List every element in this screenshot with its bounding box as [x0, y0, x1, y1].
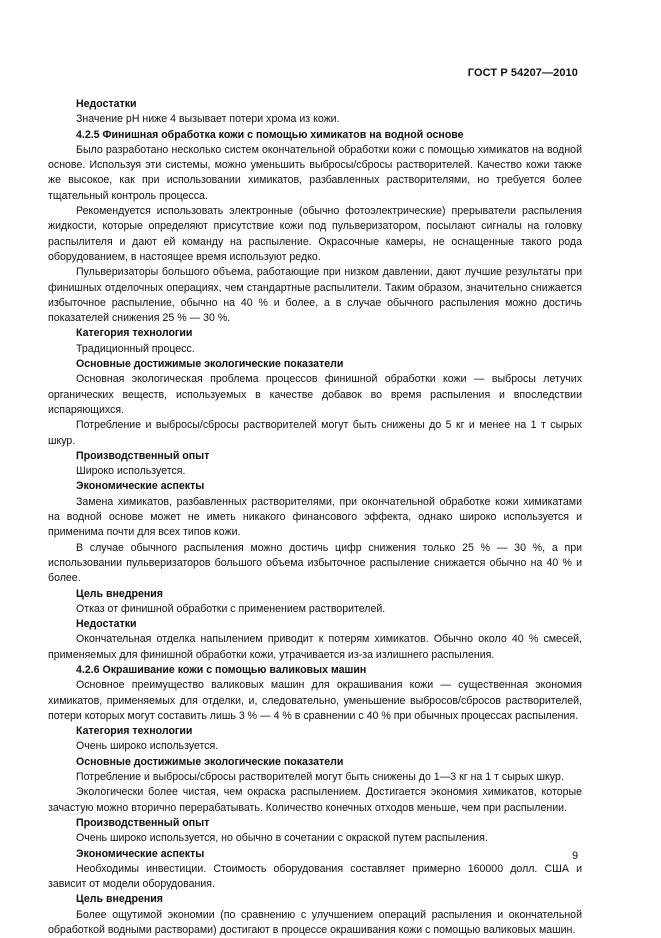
paragraph: Значение рН ниже 4 вызывает потери хрома из кожи.: [76, 113, 340, 126]
paragraph: Очень широко используется.: [76, 740, 219, 753]
subheading-implementation-goal: Цель внедрения: [76, 587, 163, 600]
paragraph: Было разработано несколько систем окончательной обработки кожи с помощью химикатов на водной основе. Используя эти системы, можно уменьшить выбросы/сбросы растворителей. Качество кожи также же высокое, как при использовании химикатов, разбавленных растворителями, но требуется более тщательный контроль процесса.: [48, 143, 582, 202]
subheading-technology-category: Категория технологии: [76, 725, 193, 738]
paragraph: Основная экологическая проблема процессов финишной обработки кожи — выбросы летучих органических веществ, используемых в качестве добавок во время распыления и впоследствии испаряющихся.: [48, 373, 582, 416]
paragraph: Отказ от финишной обработки с применением растворителей.: [76, 602, 386, 615]
subheading-production-experience: Производственный опыт: [76, 449, 210, 462]
paragraph: Необходимы инвестиции. Стоимость оборудования составляет примерно 160000 долл. США и зависит от модели оборудования.: [48, 862, 582, 891]
section-heading-4-2-5: 4.2.5 Финишная обработка кожи с помощью химикатов на водной основе: [76, 128, 464, 141]
paragraph: Более ощутимой экономии (по сравнению с улучшением операций распыления и окончательной обработкой водными растворами) достигают в процессе окрашивания кожи с помощью валиковых машин.: [48, 908, 582, 937]
paragraph: Пульверизаторы большого объема, работающие при низком давлении, дают лучшие результаты при финишных отделочных операциях, чем стандартные распылители. Таким образом, значительно снижается избыточное распыление, обычно на 40 % и более, а в случае обычного распыления можно достичь показателей снижения 25 % — 30 %.: [48, 266, 582, 325]
document-id: ГОСТ Р 54207—2010: [467, 67, 578, 79]
subheading-economic-aspects: Экономические аспекты: [76, 480, 205, 493]
page-number: 9: [572, 850, 578, 862]
section-heading-4-2-6: 4.2.6 Окрашивание кожи с помощью валиковых машин: [76, 663, 367, 676]
paragraph: Основное преимущество валиковых машин для окрашивания кожи — существенная экономия химикатов, применяемых для отделки, и, следовательно, уменьшение выбросов/сбросов растворителей, потери которых могут составить лишь 3 % — 4 % в сравнении с 40 % при обычных процессах распыления.: [48, 679, 582, 722]
subheading-implementation-goal: Цель внедрения: [76, 893, 163, 906]
paragraph: Традиционный процесс.: [76, 342, 195, 355]
subheading-economic-aspects: Экономические аспекты: [76, 847, 205, 860]
subheading-technology-category: Категория технологии: [76, 327, 193, 340]
subheading-drawbacks: Недостатки: [76, 618, 137, 631]
paragraph: Очень широко используется, но обычно в сочетании с окраской путем распыления.: [76, 832, 488, 845]
paragraph: Рекомендуется использовать электронные (обычно фотоэлектрические) прерыватели распыления жидкости, которые определяют присутствие кожи под пульверизатором, посылают сигналы на головку распылителя и дают ей команду на распыление. Окрасочные камеры, не оснащенные такого рода оборудованием, в настоящее время используют редко.: [48, 205, 582, 263]
subheading-drawbacks: Недостатки: [76, 98, 137, 110]
paragraph: Потребление и выбросы/сбросы растворителей могут быть снижены до 1—3 кг на 1 т сырых шкур.: [76, 771, 564, 784]
paragraph: Экологически более чистая, чем окраска распылением. Достигается экономия химикатов, которые зачастую можно вторично перерабатывать. Количество конечных отходов меньше, чем при распылении.: [48, 786, 582, 814]
document-body: [48, 97, 582, 938]
paragraph: Замена химикатов, разбавленных растворителями, при окончательной обработке кожи химикатами на водной основе может не иметь никакого финансового эффекта, однако широко используется и применима почти для всех типов кожи.: [48, 495, 582, 539]
subheading-production-experience: Производственный опыт: [76, 816, 210, 829]
paragraph: Широко используется.: [76, 465, 186, 478]
paragraph: Потребление и выбросы/сбросы растворителей могут быть снижены до 5 кг и менее на 1 т сырых шкур.: [48, 419, 582, 447]
subheading-environmental-indicators: Основные достижимые экологические показатели: [76, 755, 344, 768]
subheading-environmental-indicators: Основные достижимые экологические показатели: [76, 358, 344, 371]
paragraph: Окончательная отделка напылением приводит к потерям химикатов. Обычно около 40 % смесей, применяемых для финишной обработки кожи, утрачивается из-за излишнего распыления.: [48, 633, 582, 661]
paragraph: В случае обычного распыления можно достичь цифр снижения только 25 % — 30 %, а при использовании пульверизаторов большого объема избыточное распыление снижается обычно на 40 % и более.: [48, 541, 582, 585]
